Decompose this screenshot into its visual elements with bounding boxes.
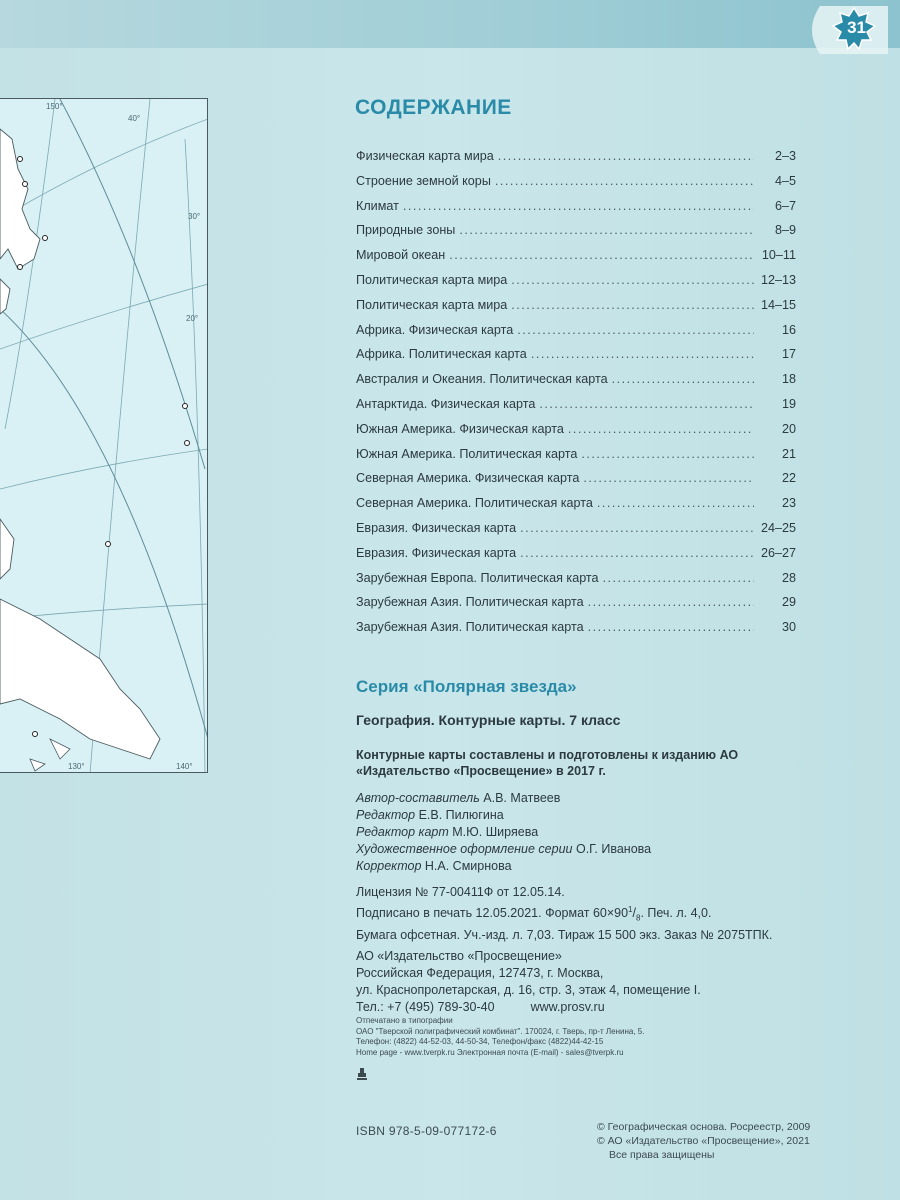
- toc-item-label: Зарубежная Европа. Политическая карта: [356, 570, 599, 585]
- toc-item-page: 28: [781, 570, 796, 585]
- toc-item-label: Африка. Физическая карта: [356, 322, 514, 337]
- publisher-address-2: ул. Краснопролетарская, д. 16, стр. 3, этаж 4, помещение I.: [356, 983, 701, 997]
- credit-line: [356, 858, 651, 875]
- toc-item-label: Природные зоны: [356, 223, 456, 238]
- toc-item-page: 29: [781, 595, 796, 610]
- toc-item-label: Физическая карта мира: [356, 149, 494, 163]
- toc-item-page: 21: [781, 446, 796, 461]
- toc-item-page: 8–9: [774, 223, 796, 238]
- toc-item-page: 24–25: [760, 520, 796, 535]
- credit-line: [356, 841, 651, 858]
- toc-item[interactable]: [356, 199, 796, 224]
- publisher-name: АО «Издательство «Просвещение»: [356, 949, 562, 963]
- toc-item-label: Зарубежная Азия. Политическая карта: [356, 595, 584, 610]
- toc-item-page: 19: [781, 396, 796, 411]
- toc-item[interactable]: [356, 323, 796, 348]
- toc-leader-dots: [449, 248, 754, 262]
- toc-item[interactable]: [356, 571, 796, 596]
- publisher-contacts: [356, 999, 886, 1016]
- toc-item-label: Строение земной коры: [356, 173, 491, 188]
- toc-item-label: Северная Америка. Политическая карта: [356, 496, 593, 511]
- toc-leader-dots: [588, 620, 754, 634]
- toc-title: СОДЕРЖАНИЕ: [355, 96, 512, 119]
- toc-item[interactable]: [356, 149, 796, 174]
- toc-item-page: 6–7: [774, 198, 796, 213]
- top-band: [0, 0, 900, 48]
- map-graticule: [0, 99, 208, 773]
- credit-line: [356, 824, 651, 841]
- credit-role: Редактор карт: [356, 825, 449, 839]
- credit-name: Н.А. Смирнова: [424, 859, 512, 873]
- publisher-phone: Тел.: +7 (495) 789-30-40: [356, 1000, 495, 1014]
- toc-item[interactable]: [356, 347, 796, 372]
- toc-item-label: Австралия и Океания. Политическая карта: [356, 372, 608, 387]
- toc-item[interactable]: [356, 223, 796, 248]
- toc-item-page: 20: [781, 421, 796, 436]
- series-title: Серия «Полярная звезда»: [356, 677, 577, 696]
- publisher-block: [356, 948, 886, 1016]
- toc-item[interactable]: [356, 471, 796, 496]
- credit-role: Художественное оформление серии: [356, 842, 573, 856]
- copyright-block: [597, 1120, 810, 1162]
- toc-item[interactable]: [356, 298, 796, 323]
- publisher-website[interactable]: www.prosv.ru: [530, 1000, 605, 1014]
- toc-leader-dots: [403, 199, 754, 213]
- credit-role: Автор-составитель: [356, 791, 480, 805]
- toc-item-page: 23: [781, 496, 796, 511]
- toc-leader-dots: [583, 471, 754, 485]
- toc-leader-dots: [539, 397, 754, 411]
- copyright-line: © АО «Издательство «Просвещение», 2021: [597, 1135, 810, 1147]
- toc-item-label: Южная Америка. Политическая карта: [356, 446, 578, 461]
- toc-item-label: Политическая карта мира: [356, 272, 508, 287]
- map-label-130: 130°: [68, 762, 85, 771]
- toc-item-label: Мировой океан: [356, 248, 446, 263]
- toc-item[interactable]: [356, 174, 796, 199]
- page-number-badge: [802, 4, 890, 56]
- toc-leader-dots: [459, 223, 754, 237]
- copyright-line: Все права защищены: [609, 1149, 715, 1161]
- toc-leader-dots: [511, 273, 754, 287]
- toc-leader-dots: [568, 422, 754, 436]
- toc-item-page: 4–5: [774, 173, 796, 188]
- toc-leader-dots: [498, 149, 754, 163]
- toc-item[interactable]: [356, 397, 796, 422]
- prepared-note: Контурные карты составлены и подготовлены к изданию АО «Издательство «Просвещение» в 2017 г.: [356, 748, 739, 778]
- toc-item[interactable]: [356, 620, 796, 645]
- credit-name: О.Г. Иванова: [575, 842, 652, 856]
- toc-item-page: 22: [781, 471, 796, 486]
- toc-item-page: 2–3: [774, 149, 796, 163]
- printer-logo-icon: [357, 1068, 367, 1080]
- toc-leader-dots: [520, 546, 754, 560]
- license-line: Лицензия № 77-00411Ф от 12.05.14.: [356, 885, 565, 899]
- toc-item-page: 12–13: [760, 272, 796, 287]
- toc-item-page: 26–27: [760, 545, 796, 560]
- toc-item[interactable]: [356, 248, 796, 273]
- toc-leader-dots: [531, 347, 754, 361]
- map-label-20: 20°: [186, 314, 199, 323]
- credit-name: М.Ю. Ширяева: [452, 825, 539, 839]
- toc-item[interactable]: [356, 521, 796, 546]
- toc-item[interactable]: [356, 447, 796, 472]
- toc-item-label: Южная Америка. Физическая карта: [356, 421, 564, 436]
- toc-item[interactable]: [356, 595, 796, 620]
- toc-item-page: 30: [781, 620, 796, 635]
- toc-item-label: Северная Америка. Физическая карта: [356, 471, 580, 486]
- credits: [356, 790, 651, 875]
- map-label-150: 150°: [46, 102, 63, 111]
- toc-item[interactable]: [356, 496, 796, 521]
- credit-line: [356, 790, 651, 807]
- toc-item-page: 10–11: [761, 248, 796, 263]
- toc-item[interactable]: [356, 546, 796, 571]
- map-label-30: 30°: [188, 212, 201, 221]
- toc-leader-dots: [520, 521, 754, 535]
- toc-item-page: 16: [781, 322, 796, 337]
- toc-leader-dots: [517, 323, 754, 337]
- toc-leader-dots: [603, 571, 754, 585]
- toc-leader-dots: [597, 496, 754, 510]
- credit-role: Редактор: [356, 808, 416, 822]
- copyright-line: © Географическая основа. Росреестр, 2009: [597, 1121, 811, 1133]
- toc-item[interactable]: [356, 273, 796, 298]
- print-format-line: Подписано в печать 12.05.2021. Формат $60\times 90^1/_8$. Печ. л. 4,0.: [356, 905, 712, 923]
- credit-name: А.В. Матвеев: [483, 791, 561, 805]
- toc-item-label: Климат: [356, 198, 399, 213]
- toc-item-label: Евразия. Физическая карта: [356, 545, 517, 560]
- map-label-40: 40°: [128, 114, 141, 123]
- toc-item[interactable]: [356, 372, 796, 397]
- toc-item[interactable]: [356, 422, 796, 447]
- map-label-140: 140°: [176, 762, 193, 771]
- paper-line: Бумага офсетная. Уч.-изд. л. 7,03. Тираж 15 500 экз. Заказ № 2075ТПК.: [356, 927, 773, 942]
- license-block: [356, 884, 886, 944]
- toc-leader-dots: [495, 174, 754, 188]
- toc-leader-dots: [511, 298, 754, 312]
- publisher-address-1: Российская Федерация, 127473, г. Москва,: [356, 966, 604, 980]
- toc-item-label: Африка. Политическая карта: [356, 347, 527, 362]
- toc-item-page: 18: [781, 372, 796, 387]
- toc-leader-dots: [612, 372, 754, 386]
- toc-item-label: Зарубежная Азия. Политическая карта: [356, 620, 584, 635]
- printer-info: Отпечатано в типографии ОАО "Тверской полиграфический комбинат". 170024, г. Тверь, пр-т Ленина, 5. Телефон: (4822) 44-52-03, 44-50-34, Телефон/факс (4822)44-42-15 Home page - www.tverpk.ru Электронная почта (E-mail) - sales@tverpk.ru: [356, 1016, 645, 1057]
- toc-leader-dots: [588, 595, 754, 609]
- toc-item-label: Антарктида. Физическая карта: [356, 396, 536, 411]
- credit-name: Е.В. Пилюгина: [418, 808, 504, 822]
- toc-item-label: Евразия. Физическая карта: [356, 520, 517, 535]
- map-fragment: [0, 98, 208, 773]
- credit-role: Корректор: [356, 859, 422, 873]
- toc-leader-dots: [581, 447, 754, 461]
- toc-item-label: Политическая карта мира: [356, 297, 508, 312]
- toc-list: [356, 149, 796, 645]
- toc-item-page: 17: [781, 347, 796, 362]
- book-title: География. Контурные карты. 7 класс: [356, 712, 621, 728]
- toc-item-page: 14–15: [760, 297, 796, 312]
- page-number: 31: [847, 18, 866, 37]
- credit-line: [356, 807, 651, 824]
- isbn: ISBN 978-5-09-077172-6: [356, 1124, 497, 1138]
